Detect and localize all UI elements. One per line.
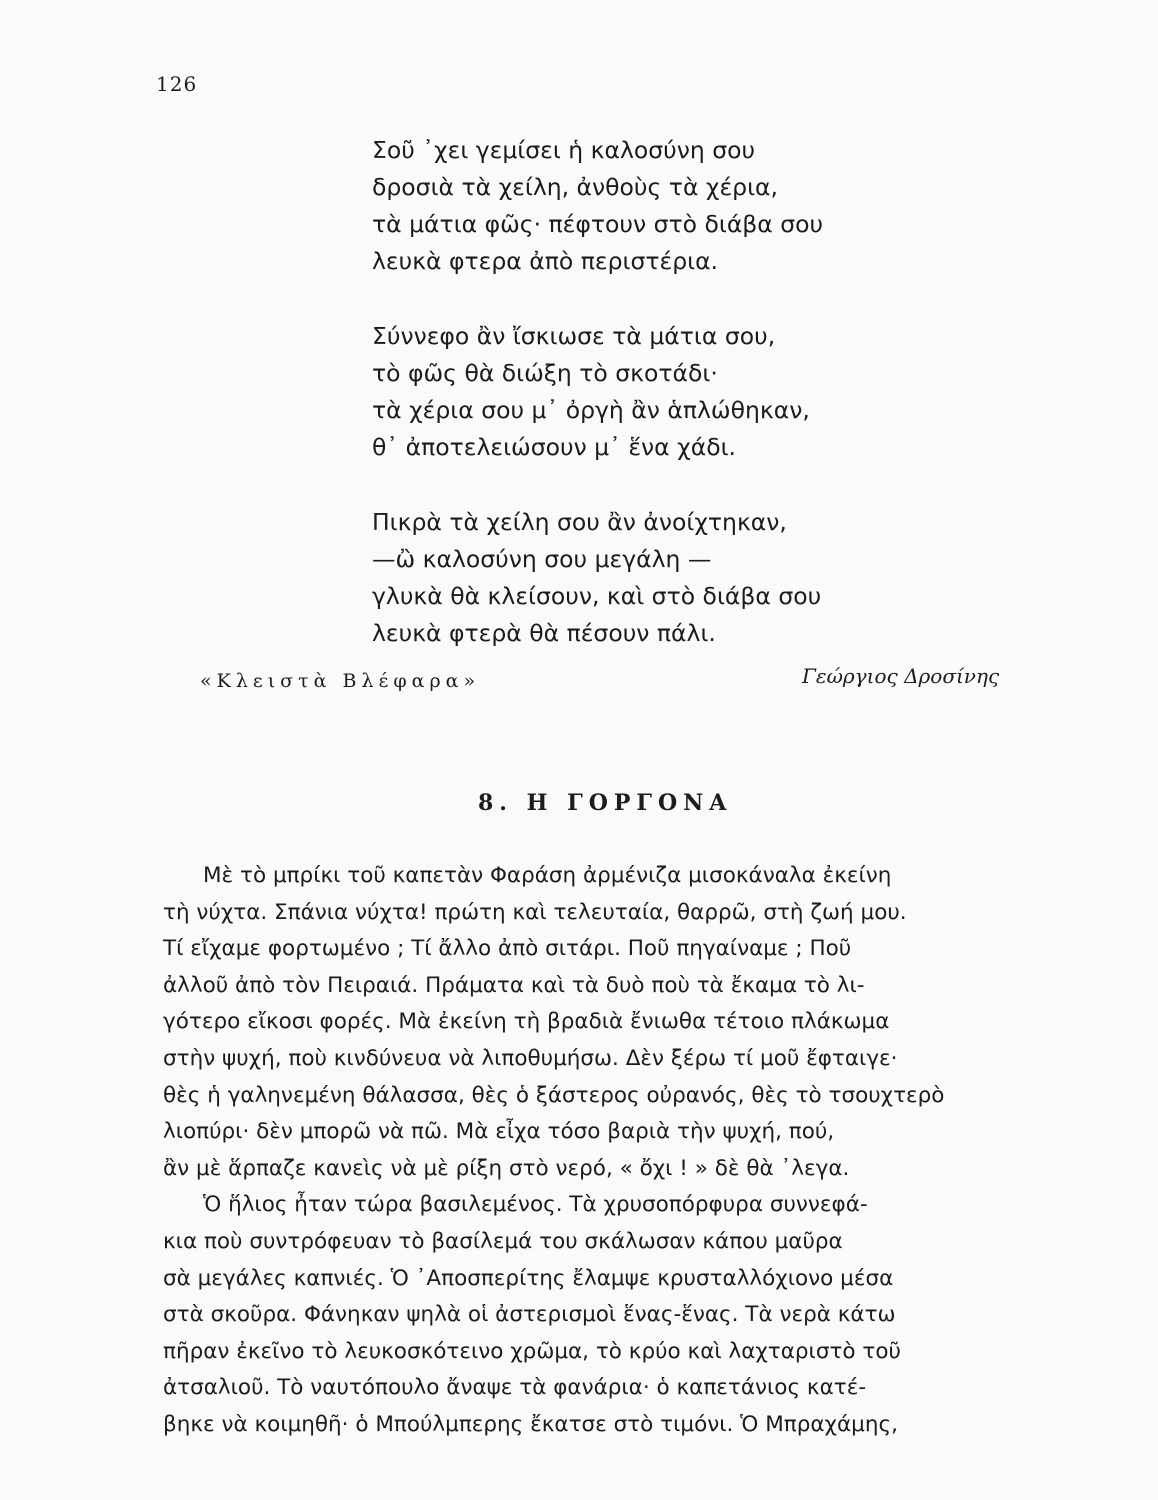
poem-line: τὰ χέρια σου μ᾿ ὀργὴ ἂν ἁπλώθηκαν,	[372, 396, 810, 424]
poem-stanza	[372, 132, 932, 280]
prose-line: βηκε νὰ κοιμηθῆ· ὁ Μπούλμπερης ἔκατσε στὸ τιμόνι. Ὁ Μπραχάμης,	[163, 1411, 898, 1437]
prose-line: στὴν ψυχή, ποὺ κινδύνευα νὰ λιποθυμήσω. Δὲν ξέρω τί μοῦ ἔφταιγε·	[163, 1045, 898, 1071]
prose-line: Ὁ ἥλιος ἦταν τώρα βασιλεμένος. Τὰ χρυσοπόρφυρα συννεφά-	[203, 1192, 868, 1218]
prose-line: κια ποὺ συντρόφευαν τὸ βασίλεμά του σκάλωσαν κάπου μαῦρα	[163, 1228, 843, 1254]
poem-line: λευκὰ φτερὰ θὰ πέσουν πάλι.	[372, 619, 716, 647]
prose-line: ἀτσαλιοῦ. Τὸ ναυτόπουλο ἄναψε τὰ φανάρια· ὁ καπετάνιος κατέ-	[163, 1375, 867, 1401]
poem-stanza	[372, 504, 932, 652]
poem-line: θ᾿ ἀποτελειώσουν μ᾿ ἕνα χάδι.	[372, 433, 736, 461]
prose-line: ἀλλοῦ ἀπὸ τὸν Πειραιά. Πράματα καὶ τὰ δυὸ ποὺ τὰ ἔκαμα τὸ λι-	[163, 972, 865, 998]
poem-line: Σύννεφο ἂν ἴσκιωσε τὰ μάτια σου,	[372, 322, 776, 350]
poem-source: «Κλειστὰ Βλέφαρα»	[200, 670, 481, 692]
poem-line: τὰ μάτια φῶς· πέφτουν στὸ διάβα σου	[372, 210, 824, 238]
poem-author: Γεώργιος Δροσίνης	[802, 664, 1000, 688]
prose-line: τὴ νύχτα. Σπάνια νύχτα! πρώτη καὶ τελευταία, θαρρῶ, στὴ ζωή μου.	[163, 899, 907, 925]
prose-line: ἂν μὲ ἅρπαζε κανεὶς νὰ μὲ ρίξη στὸ νερό, « ὄχι ! » δὲ θὰ ᾿λεγα.	[163, 1155, 850, 1181]
prose-line: λιοπύρι· δὲν μπορῶ νὰ πῶ. Μὰ εἶχα τόσο βαριὰ τὴν ψυχή, πού,	[163, 1119, 835, 1145]
poem-line: τὸ φῶς θὰ διώξη τὸ σκοτάδι·	[372, 359, 718, 387]
poem-stanza	[372, 318, 932, 466]
poem	[372, 132, 932, 690]
poem-line: —ὢ καλοσύνη σου μεγάλη —	[372, 545, 712, 573]
prose-line: γότερο εἴκοσι φορές. Μὰ ἐκείνη τὴ βραδιὰ ἔνιωθα τέτοιο πλάκωμα	[163, 1009, 890, 1035]
prose-line: στὰ σκοῦρα. Φάνηκαν ψηλὰ οἱ ἀστερισμοὶ ἕνας-ἕνας. Τὰ νερὰ κάτω	[163, 1302, 896, 1328]
page-number: 126	[156, 72, 198, 96]
prose-line: Τί εἴχαμε φορτωμένο ; Τί ἄλλο ἀπὸ σιτάρι. Ποῦ πηγαίναμε ; Ποῦ	[163, 936, 852, 962]
prose-line: θὲς ἡ γαληνεμένη θάλασσα, θὲς ὁ ξάστερος οὐρανός, θὲς τὸ τσουχτερὸ	[163, 1082, 945, 1108]
prose-line: πῆραν ἐκεῖνο τὸ λευκοσκότεινο χρῶμα, τὸ κρύο καὶ λαχταριστὸ τοῦ	[163, 1338, 901, 1364]
poem-line: δροσιὰ τὰ χείλη, ἀνθοὺς τὰ χέρια,	[372, 173, 779, 201]
poem-line: γλυκὰ θὰ κλείσουν, καὶ στὸ διάβα σου	[372, 582, 822, 610]
prose-body	[163, 858, 1041, 1444]
prose-line: σὰ μεγάλες καπνιές. Ὁ ᾿Αποσπερίτης ἔλαμψε κρυσταλλόχιονο μέσα	[163, 1265, 894, 1291]
poem-line: λευκὰ φτερα ἀπὸ περιστέρια.	[372, 247, 719, 275]
section-heading: 8. Η ΓΟΡΓΟΝΑ	[478, 790, 733, 816]
poem-line: Πικρὰ τὰ χείλη σου ἂν ἀνοίχτηκαν,	[372, 508, 787, 536]
poem-line: Σοῦ ᾿χει γεμίσει ἡ καλοσύνη σου	[372, 136, 756, 164]
prose-line: Μὲ τὸ μπρίκι τοῦ καπετὰν Φαράση ἀρμένιζα μισοκάναλα ἐκείνη	[203, 863, 892, 888]
